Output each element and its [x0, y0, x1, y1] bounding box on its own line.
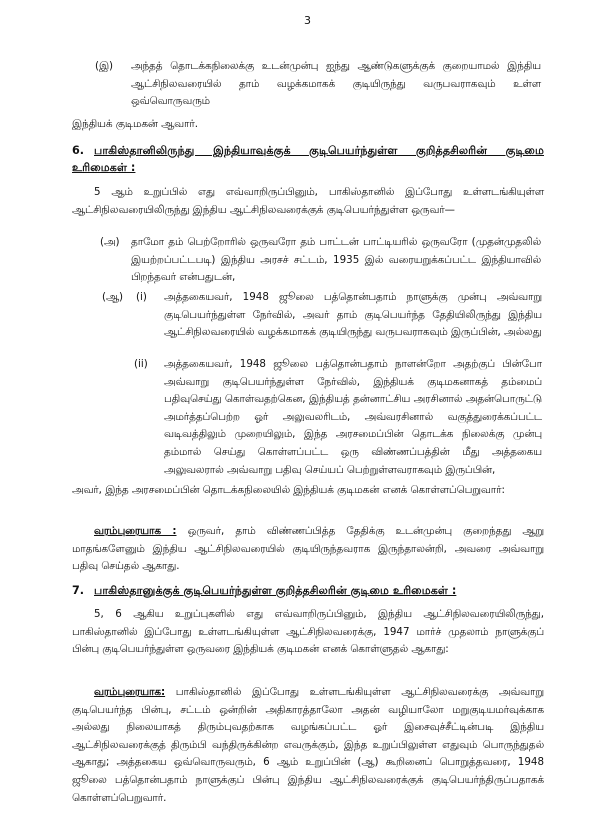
section-6-number: 6.	[72, 144, 85, 157]
section-7-intro: 5, 6 ஆகிய உறுப்புகளில் எது எவ்வாறிருப்பினும், இந்திய ஆட்சிநிலவரையிலிருந்து, பாகிஸ்தானில் இப்போது உள்ளடங்கியுள்ள ஆட்சிநிலவரைக்கு, 1947 மார்ச் முதலாம் நாளுக்குப் பின்பு குடிபெயர்ந்துள்ள ஒருவரை இந்தியக் குடிமகன் எனக் கொள்ளுதல் ஆகாது:	[72, 608, 544, 656]
sub-clause-i-label: (i)	[136, 291, 147, 303]
section-6-closing: அவர், இந்த அரசமைப்பின் தொடக்கநிலையில் இந்தியக் குடிமகன் எனக் கொள்ளப்பெறுவார்:	[72, 484, 505, 496]
section-6-title: பாகிஸ்தானிலிருந்து இந்தியாவுக்குக் குடிபெயர்ந்துள்ள குறித்தசிலரின் குடிமை உரிமைகள் :	[72, 144, 544, 174]
section-7-proviso-text: பாகிஸ்தானில் இப்போது உள்ளடங்கியுள்ள ஆட்சிநிலவரைக்கு அவ்வாறு குடிபெயர்ந்த பின்பு, சட்டம் ஒன்றின் அதிகாரத்தாலோ அதன் வழியாலோ மறுகுடியமர்வுக்காக அல்லது நிலையாகத் திரும்புவதற்காக வழங்கப்பட்ட ஓர் இசைவுச்சீட்டின்படி இந்திய ஆட்சிநிலவரைக்குத் திரும்பி வந்திருக்கின்ற எவருக்கும், இந்த உறுப்பிலுள்ள எதுவும் பொருந்துதல் ஆகாது; அத்தகைய ஒவ்வொருவரும், 6 ஆம் உறுப்பின் (ஆ) கூறினைப் பொறுத்தவரை, 1948 ஜூலை பத்தொன்பதாம் நாளுக்குப் பின்பு இந்திய ஆட்சிநிலவரைக்குக் குடிபெயர்ந்திருப்பதாகக் கொள்ளப்பெறுவார்.	[72, 686, 544, 804]
sub-clause-i-text: அத்தகையவர், 1948 ஜூலை பத்தொன்பதாம் நாளுக்கு முன்பு அவ்வாறு குடிபெயர்ந்துள்ள நேர்வில், அவர் தாம் குடிபெயர்ந்த தேதியிலிருந்து இந்திய ஆட்சிநிலவரையில் வழக்கமாகக் குடியிருந்து வருபவராகவும் இருப்பின், அல்லது	[164, 291, 542, 339]
section-7-number: 7.	[72, 584, 85, 597]
section-6-proviso-label: வரம்புரையாக :	[94, 525, 177, 537]
section-7-proviso	[72, 684, 544, 807]
clause-i-text: அந்தத் தொடக்கநிலைக்கு உடன்முன்பு ஐந்து ஆண்டுகளுக்குக் குறையாமல் இந்திய ஆட்சிநிலவரையில் தாம் வழக்கமாகக் குடியிருந்து வருபவராகவும் உள்ள ஒவ்வொருவரும்	[131, 60, 541, 108]
section-7-heading	[72, 582, 544, 599]
sub-clause-ii-text: அத்தகையவர், 1948 ஜூலை பத்தொன்பதாம் நாளன்றோ அதற்குப் பின்போ அவ்வாறு குடிபெயர்ந்துள்ள நேர்வில், இந்தியக் குடிமகனாகத் தம்மைப் பதிவுசெய்து கொள்வதற்கென, இந்தியத் தன்னாட்சிய அரசினால் அதன்பொருட்டு அமர்த்தப்பெற்ற ஓர் அலுவலரிடம், அவ்வரசினால் வகுத்துரைக்கப்பட்ட வடிவத்திலும் முறையிலும், இந்த அரசமைப்பின் தொடக்க நிலைக்கு முன்பு தம்மால் செய்து கொள்ளப்பட்ட ஒரு விண்ணப்பத்தின் மீது அத்தகைய அலுவலரால் அவ்வாறு பதிவு செய்யப் பெற்றுள்ளவராகவும் இருப்பின்,	[164, 358, 542, 476]
section-6-intro: 5 ஆம் உறுப்பில் எது எவ்வாறிருப்பினும், பாகிஸ்தானில் இப்போது உள்ளடங்கியுள்ள ஆட்சிநிலவரையிலிருந்து இந்திய ஆட்சிநிலவரைக்குக் குடிபெயர்ந்துள்ள ஒருவர்—	[72, 186, 544, 216]
page-number: 3	[304, 14, 311, 27]
section-7-proviso-label: வரம்புரையாக:	[94, 686, 166, 698]
section-6-proviso	[72, 523, 544, 576]
clause-i-label: (இ)	[95, 60, 114, 72]
citizen-line: இந்தியக் குடிமகன் ஆவார்.	[72, 118, 199, 130]
clause-a-text: தாமோ தம் பெற்றோரில் ஒருவரோ தம் பாட்டன் பாட்டியரில் ஒருவரோ (முதன்முதலில் இயற்றப்பட்டபடி) இந்திய அரசச் சட்டம், 1935 இல் வரையறுக்கப்பட்ட இந்தியாவில் பிறந்தவர் என்பதுடன்,	[131, 236, 541, 284]
section-6-proviso-text: ஒருவர், தாம் விண்ணப்பித்த தேதிக்கு உடன்முன்பு குறைந்தது ஆறு மாதங்களேனும் இந்திய ஆட்சிநிலவரையில் குடியிருந்தவராக இருந்தாலன்றி, அவரை அவ்வாறு பதிவு செய்தல் ஆகாது.	[72, 525, 544, 573]
sub-clause-ii-label: (ii)	[134, 358, 148, 370]
section-7-title: பாகிஸ்தானுக்குக் குடிபெயர்ந்துள்ள குறித்தசிலரின் குடிமை உரிமைகள் :	[94, 584, 457, 597]
section-6-heading	[72, 142, 544, 176]
clause-aa-label: (ஆ)	[102, 291, 124, 303]
clause-a-label: (அ)	[100, 236, 120, 248]
